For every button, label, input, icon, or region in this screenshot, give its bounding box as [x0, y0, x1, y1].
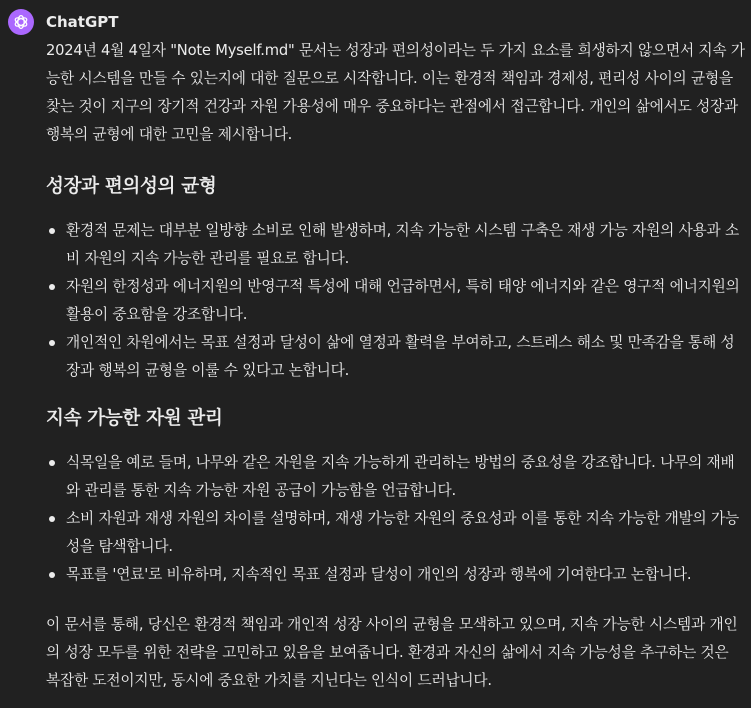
section-heading-resources: 지속 가능한 자원 관리: [46, 408, 223, 429]
assistant-avatar: [8, 9, 34, 35]
list-item: 목표를 '연료'로 비유하며, 지속적인 목표 설정과 달성이 개인의 성장과 행복에 기여한다고 논합니다.: [46, 561, 746, 589]
section-heading-balance: 성장과 편의성의 균형: [46, 176, 217, 197]
intro-paragraph: 2024년 4월 4일자 "Note Myself.md" 문서는 성장과 편의성이라는 두 가지 요소를 희생하지 않으면서 지속 가능한 시스템을 만들 수 있는지에 대한 질문으로 시작합니다. 이는 환경적 책임과 경제성, 편리성 사이의 균형을 찾는 것이 지구의 장기적 건강과 자원 가용성에 매우 중요하다는 관점에서 접근합니다. 개인의 삶에서도 성장과 행복의 균형에 대한 고민을 제시합니다.: [46, 42, 745, 143]
sender-name: ChatGPT: [46, 13, 119, 31]
list-item: 개인적인 차원에서는 목표 설정과 달성이 삶에 열정과 활력을 부여하고, 스트레스 해소 및 만족감을 통해 성장과 행복의 균형을 이룰 수 있다고 논합니다.: [46, 329, 746, 385]
message-header: [8, 9, 119, 35]
list-item: 식목일을 예로 들며, 나무와 같은 자원을 지속 가능하게 관리하는 방법의 중요성을 강조합니다. 나무의 재배와 관리를 통한 지속 가능한 자원 공급이 가능함을 언급합니다.: [46, 449, 746, 505]
message-body: [46, 37, 746, 695]
list-item: 환경적 문제는 대부분 일방향 소비로 인해 발생하며, 지속 가능한 시스템 구축은 재생 가능 자원의 사용과 소비 자원의 지속 가능한 관리를 필요로 합니다.: [46, 217, 746, 273]
closing-paragraph: 이 문서를 통해, 당신은 환경적 책임과 개인적 성장 사이의 균형을 모색하고 있으며, 지속 가능한 시스템과 개인의 성장 모두를 위한 전략을 고민하고 있음을 보여줍니다. 환경과 자신의 삶에서 지속 가능성을 추구하는 것은 복잡한 도전이지만, 동시에 중요한 가치를 지닌다는 인식이 드러납니다.: [46, 616, 738, 689]
list-item: 소비 자원과 재생 자원의 차이를 설명하며, 재생 가능한 자원의 중요성과 이를 통한 지속 가능한 개발의 가능성을 탐색합니다.: [46, 505, 746, 561]
bullet-list-resources: [46, 449, 746, 589]
openai-logo-icon: [12, 13, 30, 31]
bullet-list-balance: [46, 217, 746, 385]
list-item: 자원의 한정성과 에너지원의 반영구적 특성에 대해 언급하면서, 특히 태양 에너지와 같은 영구적 에너지원의 활용이 중요함을 강조합니다.: [46, 273, 746, 329]
